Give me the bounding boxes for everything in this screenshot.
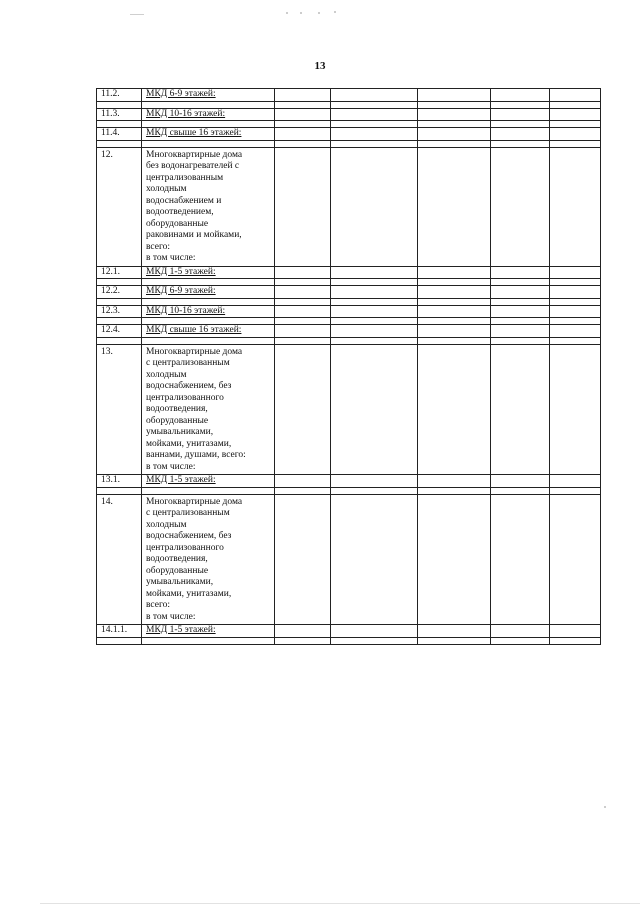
empty-cell	[275, 637, 331, 644]
spacer-row	[97, 318, 601, 325]
empty-cell	[491, 475, 550, 488]
row-number: 12.2.	[97, 286, 142, 299]
description-line: водоснабжением, без	[146, 531, 232, 541]
empty-cell	[418, 625, 491, 638]
description-line: всего:	[146, 241, 171, 252]
description-line: холодным	[146, 519, 187, 530]
empty-cell	[275, 494, 331, 625]
empty-cell	[491, 337, 550, 344]
empty-cell	[418, 637, 491, 644]
scan-artifact	[334, 11, 336, 13]
description-line: оборудованные	[146, 218, 209, 229]
table-row	[97, 89, 601, 102]
row-label-text: МКД 1-5 этажей:	[146, 475, 216, 485]
empty-cell	[491, 279, 550, 286]
spacer-row	[97, 140, 601, 147]
description-line: водоснабжением, без	[146, 381, 232, 391]
empty-cell	[97, 101, 142, 108]
empty-cell	[491, 121, 550, 128]
empty-cell	[275, 266, 331, 279]
row-number: 12.1.	[97, 266, 142, 279]
empty-cell	[97, 318, 142, 325]
empty-cell	[418, 266, 491, 279]
empty-cell	[418, 298, 491, 305]
description-line: Многоквартирные дома	[146, 149, 243, 160]
empty-cell	[275, 89, 331, 102]
empty-cell	[331, 140, 418, 147]
description-line: в том числе:	[146, 611, 196, 622]
empty-cell	[331, 494, 418, 625]
table-row	[97, 147, 601, 266]
empty-cell	[418, 475, 491, 488]
row-label	[142, 286, 275, 299]
description-line: водоотведения,	[146, 404, 208, 414]
empty-cell	[331, 318, 418, 325]
empty-cell	[97, 337, 142, 344]
description-line: с централизованным	[146, 508, 230, 518]
empty-cell	[491, 147, 550, 266]
empty-cell	[275, 101, 331, 108]
empty-cell	[142, 279, 275, 286]
empty-cell	[550, 305, 601, 318]
empty-cell	[491, 318, 550, 325]
empty-cell	[275, 344, 331, 475]
empty-cell	[275, 475, 331, 488]
row-number: 11.3.	[97, 108, 142, 121]
description-line: оборудованные	[146, 565, 209, 576]
row-label-text: МКД 6-9 этажей:	[146, 286, 216, 296]
row-label	[142, 108, 275, 121]
table-row	[97, 266, 601, 279]
empty-cell	[331, 305, 418, 318]
empty-cell	[418, 487, 491, 494]
row-description	[142, 494, 275, 625]
empty-cell	[550, 101, 601, 108]
empty-cell	[331, 286, 418, 299]
empty-cell	[97, 279, 142, 286]
page-number: 13	[314, 60, 326, 72]
empty-cell	[418, 108, 491, 121]
empty-cell	[418, 494, 491, 625]
spacer-row	[97, 121, 601, 128]
empty-cell	[142, 101, 275, 108]
table-body	[97, 89, 601, 645]
row-number: 11.2.	[97, 89, 142, 102]
description-line: всего:	[146, 600, 171, 610]
empty-cell	[331, 279, 418, 286]
empty-cell	[550, 337, 601, 344]
empty-cell	[550, 637, 601, 644]
description-line: в том числе:	[146, 461, 196, 472]
empty-cell	[142, 121, 275, 128]
empty-cell	[97, 121, 142, 128]
empty-cell	[491, 325, 550, 338]
row-label	[142, 266, 275, 279]
empty-cell	[331, 266, 418, 279]
empty-cell	[275, 337, 331, 344]
description-line: оборудованные	[146, 415, 209, 426]
empty-cell	[142, 337, 275, 344]
row-number: 11.4.	[97, 128, 142, 141]
empty-cell	[418, 318, 491, 325]
empty-cell	[97, 140, 142, 147]
description-line: водоотведения,	[146, 554, 208, 564]
empty-cell	[97, 637, 142, 644]
row-number: 14.	[97, 494, 142, 625]
empty-cell	[418, 305, 491, 318]
empty-cell	[275, 318, 331, 325]
empty-cell	[491, 625, 550, 638]
empty-cell	[142, 487, 275, 494]
description-line: Многоквартирные дома	[146, 496, 243, 507]
description-line: раковинами и мойками,	[146, 230, 242, 240]
empty-cell	[331, 475, 418, 488]
empty-cell	[418, 325, 491, 338]
row-label-text: МКД свыше 16 этажей:	[146, 325, 242, 335]
row-number: 12.3.	[97, 305, 142, 318]
description-line: мойками, унитазами,	[146, 438, 232, 449]
empty-cell	[550, 325, 601, 338]
empty-cell	[491, 140, 550, 147]
empty-cell	[550, 89, 601, 102]
empty-cell	[142, 637, 275, 644]
spacer-row	[97, 337, 601, 344]
empty-cell	[275, 305, 331, 318]
table-row	[97, 128, 601, 141]
empty-cell	[418, 121, 491, 128]
scan-artifact	[286, 12, 288, 14]
description-line: централизованного	[146, 392, 224, 403]
row-number: 13.1.	[97, 475, 142, 488]
empty-cell	[142, 298, 275, 305]
empty-cell	[142, 318, 275, 325]
description-line: ваннами, душами, всего:	[146, 450, 246, 460]
empty-cell	[418, 337, 491, 344]
description-line: умывальниками,	[146, 577, 214, 587]
description-line: водоотведением,	[146, 207, 214, 217]
empty-cell	[418, 140, 491, 147]
row-label	[142, 325, 275, 338]
empty-cell	[550, 108, 601, 121]
empty-cell	[418, 89, 491, 102]
empty-cell	[550, 344, 601, 475]
description-line: мойками, унитазами,	[146, 588, 232, 599]
empty-cell	[275, 128, 331, 141]
scan-artifact	[300, 12, 302, 14]
empty-cell	[418, 344, 491, 475]
empty-cell	[275, 625, 331, 638]
empty-cell	[275, 147, 331, 266]
scan-artifact	[130, 14, 144, 15]
table-row	[97, 108, 601, 121]
row-label	[142, 128, 275, 141]
empty-cell	[142, 140, 275, 147]
spacer-row	[97, 279, 601, 286]
empty-cell	[331, 637, 418, 644]
empty-cell	[331, 487, 418, 494]
empty-cell	[491, 487, 550, 494]
empty-cell	[491, 89, 550, 102]
row-label-text: МКД 10-16 этажей:	[146, 305, 226, 316]
description-line: умывальниками,	[146, 427, 214, 437]
empty-cell	[331, 625, 418, 638]
empty-cell	[491, 305, 550, 318]
empty-cell	[550, 475, 601, 488]
row-number: 12.	[97, 147, 142, 266]
row-label-text: МКД свыше 16 этажей:	[146, 128, 242, 138]
scan-artifact	[318, 12, 320, 14]
empty-cell	[550, 140, 601, 147]
spacer-row	[97, 101, 601, 108]
scan-artifact	[40, 903, 640, 904]
data-table	[96, 88, 601, 645]
empty-cell	[331, 298, 418, 305]
empty-cell	[275, 121, 331, 128]
row-number: 12.4.	[97, 325, 142, 338]
table-row	[97, 305, 601, 318]
empty-cell	[550, 286, 601, 299]
empty-cell	[550, 121, 601, 128]
empty-cell	[331, 337, 418, 344]
row-label-text: МКД 10-16 этажей:	[146, 108, 226, 119]
empty-cell	[550, 625, 601, 638]
description-line: централизованного	[146, 542, 224, 553]
table-row	[97, 625, 601, 638]
spacer-row	[97, 637, 601, 644]
empty-cell	[331, 101, 418, 108]
empty-cell	[275, 325, 331, 338]
row-description	[142, 147, 275, 266]
table-row	[97, 286, 601, 299]
empty-cell	[331, 108, 418, 121]
row-label	[142, 305, 275, 318]
empty-cell	[491, 128, 550, 141]
empty-cell	[275, 140, 331, 147]
empty-cell	[331, 325, 418, 338]
row-label	[142, 89, 275, 102]
empty-cell	[331, 344, 418, 475]
empty-cell	[491, 101, 550, 108]
spacer-row	[97, 487, 601, 494]
empty-cell	[97, 487, 142, 494]
empty-cell	[418, 286, 491, 299]
empty-cell	[331, 121, 418, 128]
description-line: без водонагревателей с	[146, 161, 240, 171]
empty-cell	[550, 487, 601, 494]
empty-cell	[418, 101, 491, 108]
empty-cell	[418, 279, 491, 286]
empty-cell	[550, 318, 601, 325]
empty-cell	[491, 298, 550, 305]
empty-cell	[491, 344, 550, 475]
description-line: централизованным	[146, 172, 224, 183]
row-label	[142, 475, 275, 488]
description-line: в том числе:	[146, 253, 196, 263]
spacer-row	[97, 298, 601, 305]
description-line: с централизованным	[146, 358, 230, 368]
empty-cell	[331, 89, 418, 102]
table-row	[97, 344, 601, 475]
empty-cell	[275, 487, 331, 494]
empty-cell	[275, 286, 331, 299]
empty-cell	[275, 298, 331, 305]
description-line: холодным	[146, 184, 187, 194]
empty-cell	[275, 279, 331, 286]
row-number: 13.	[97, 344, 142, 475]
description-line: водоснабжением и	[146, 195, 222, 206]
empty-cell	[491, 286, 550, 299]
table-row	[97, 475, 601, 488]
empty-cell	[331, 128, 418, 141]
empty-cell	[491, 266, 550, 279]
scan-artifact	[604, 806, 606, 808]
empty-cell	[550, 494, 601, 625]
empty-cell	[331, 147, 418, 266]
table-row	[97, 325, 601, 338]
row-label-text: МКД 6-9 этажей:	[146, 89, 216, 99]
empty-cell	[550, 147, 601, 266]
empty-cell	[491, 494, 550, 625]
table-row	[97, 494, 601, 625]
row-label	[142, 625, 275, 638]
empty-cell	[491, 637, 550, 644]
row-label-text: МКД 1-5 этажей:	[146, 625, 216, 635]
empty-cell	[418, 128, 491, 141]
empty-cell	[97, 298, 142, 305]
empty-cell	[550, 279, 601, 286]
empty-cell	[275, 108, 331, 121]
row-label-text: МКД 1-5 этажей:	[146, 266, 216, 277]
empty-cell	[550, 128, 601, 141]
empty-cell	[550, 298, 601, 305]
description-line: Многоквартирные дома	[146, 346, 243, 357]
empty-cell	[491, 108, 550, 121]
empty-cell	[418, 147, 491, 266]
description-line: холодным	[146, 369, 187, 380]
row-description	[142, 344, 275, 475]
empty-cell	[550, 266, 601, 279]
row-number: 14.1.1.	[97, 625, 142, 638]
